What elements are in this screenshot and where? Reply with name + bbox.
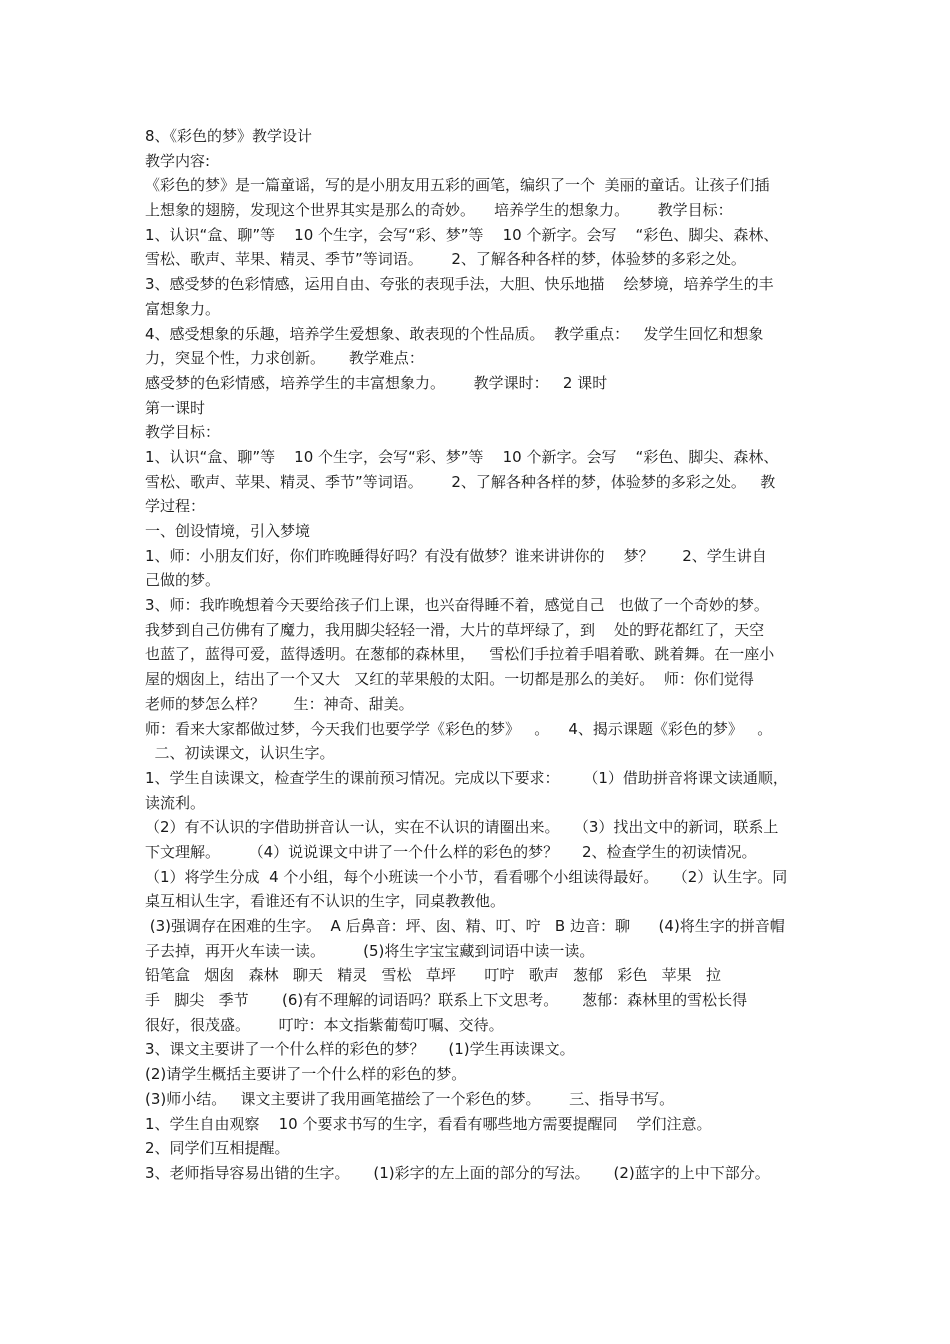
paragraph-line: 1、师：小朋友们好，你们昨晚睡得好吗？有没有做梦？谁来讲讲你的 梦？ 2、学生讲自 [145,546,767,565]
paragraph-line: （1）将学生分成 4 个小组，每个小班读一个小节，看看哪个小组读得最好。 （2）认生字。同 [145,867,788,886]
paragraph-line: 2、同学们互相提醒。 [145,1139,290,1158]
paragraph-line: (3)强调存在困难的生字。 A 后鼻音：坪、囱、精、叮、咛 B 边音：聊 (4)将生字的拼音帽 [145,917,785,935]
paragraph-line: 1、学生自由观察 10 个要求书写的生字，看看有哪些地方需要提醒同 学们注意。 [145,1114,712,1133]
paragraph-line: (3)师小结。 课文主要讲了我用画笔描绘了一个彩色的梦。 三、指导书写。 [145,1089,675,1108]
section-heading: 第一课时 [145,398,206,417]
paragraph-line: 老师的梦怎么样？ 生：神奇、甜美。 [145,694,414,713]
section-heading: 二、初读课文，认识生字。 [145,744,335,763]
paragraph-line: 学过程： [145,497,206,516]
paragraph-line: 我梦到自己仿佛有了魔力，我用脚尖轻轻一滑，大片的草坪绿了，到 处的野花都红了，天空 [145,620,765,639]
paragraph-line: 雪松、歌声、苹果、精灵、季节”等词语。 2、了解各种各样的梦，体验梦的多彩之处。 [145,250,746,269]
paragraph-line: 4、感受想象的乐趣，培养学生爱想象、敢表现的个性品质。 教学重点： 发学生回忆和想象 [145,324,764,343]
paragraph-line: 桌互相认生字，看谁还有不认识的生字，同桌教教他。 [145,892,506,911]
paragraph-line: 力，突显个性，力求创新。 教学难点： [145,349,424,368]
paragraph-line: 也蓝了，蓝得可爱，蓝得透明。在葱郁的森林里， 雪松们手拉着手唱着歌、跳着舞。在一座小 [145,645,775,664]
section-heading: 教学目标： [145,423,221,442]
paragraph-line: 很好，很茂盛。 叮咛：本文指紫葡萄叮嘱、交待。 [145,1015,504,1034]
paragraph-line: 3、老师指导容易出错的生字。 (1)彩字的左上面的部分的写法。 (2)蓝字的上中下部分。 [145,1163,770,1182]
document-title: 8、《彩色的梦》教学设计 [145,127,313,145]
paragraph-line: 师：看来大家都做过梦，今天我们也要学学《彩色的梦》 。 4、揭示课题《彩色的梦》 。 [145,719,773,738]
paragraph-line: 富想象力。 [145,299,221,318]
paragraph-line: 感受梦的色彩情感，培养学生的丰富想象力。 教学课时： 2 课时 [145,373,608,392]
paragraph-line: 1、学生自读课文，检查学生的课前预习情况。完成以下要求： （1）借助拼音将课文读通顺， [145,768,788,787]
paragraph-line: （2）有不认识的字借助拼音认一认，实在不认识的请圈出来。 （3）找出文中的新词，联系上 [145,818,779,837]
paragraph-line: 读流利。 [145,793,206,812]
paragraph-line: 子去掉，再开火车读一读。 (5)将生字宝宝藏到词语中读一读。 [145,941,595,960]
paragraph-line: 1、认识“盒、聊”等 10 个生字，会写“彩、梦”等 10 个新字。会写 “彩色、脚尖、森林、 [145,225,779,244]
paragraph-line: 屋的烟囱上，结出了一个又大 又红的苹果般的太阳。一切都是那么的美好。 师：你们觉得 [145,670,754,689]
vocabulary-line: 铅笔盒 烟囱 森林 聊天 精灵 雪松 草坪 叮咛 歌声 葱郁 彩色 苹果 拉 [145,966,721,985]
vocabulary-line: 手 脚尖 季节 (6)有不理解的词语吗？联系上下文思考。 葱郁：森林里的雪松长得 [145,991,748,1010]
paragraph-line: 3、课文主要讲了一个什么样的彩色的梦？ (1)学生再读课文。 [145,1040,575,1059]
document-page [145,124,825,1186]
section-heading: 教学内容: [145,151,211,170]
paragraph-line: (2)请学生概括主要讲了一个什么样的彩色的梦。 [145,1065,467,1084]
paragraph-line: 下文理解。 （4）说说课文中讲了一个什么样的彩色的梦？ 2、检查学生的初读情况。 [145,842,757,861]
paragraph-line: 上想象的翅膀，发现这个世界其实是那么的奇妙。 培养学生的想象力。 教学目标： [145,201,733,220]
paragraph-line: 3、感受梦的色彩情感，运用自由、夸张的表现手法，大胆、快乐地描 绘梦境，培养学生的丰 [145,275,774,294]
paragraph-line: 《彩色的梦》是一篇童谣，写的是小朋友用五彩的画笔，编织了一个 美丽的童话。让孩子们插 [145,176,770,195]
paragraph-line: 3、师：我昨晚想着今天要给孩子们上课，也兴奋得睡不着，感觉自己 也做了一个奇妙的梦。 [145,596,769,615]
section-heading: 一、创设情境，引入梦境 [145,522,311,540]
paragraph-line: 1、认识“盒、聊”等 10 个生字，会写“彩、梦”等 10 个新字。会写 “彩色、脚尖、森林、 [145,447,779,466]
paragraph-line: 己做的梦。 [145,571,221,590]
paragraph-line: 雪松、歌声、苹果、精灵、季节”等词语。 2、了解各种各样的梦，体验梦的多彩之处。 教 [145,472,776,491]
